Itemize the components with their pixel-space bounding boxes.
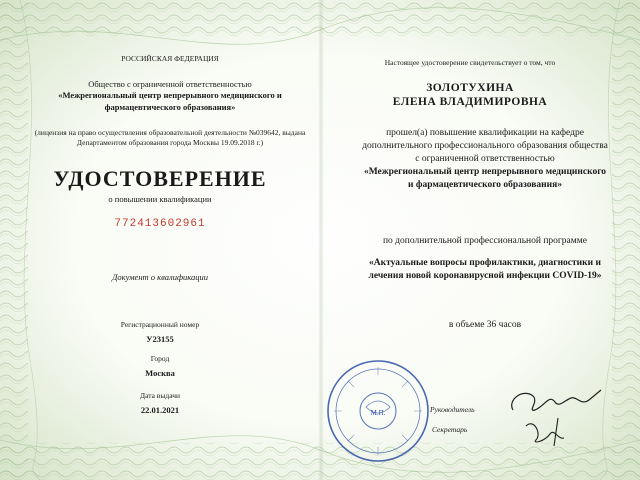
hours-text: в объеме 36 часов [448,320,522,330]
body-line1: прошел(а) повышение квалификации на кафедре [386,128,584,138]
registration-value: У23155 [146,334,174,344]
stamp-center-text: М.П. [370,409,386,417]
holder-given-name: ЕЛЕНА ВЛАДИМИРОВНА [392,96,548,108]
city-value: Москва [145,368,175,378]
body-line2: дополнительного профессионального образования общества [362,141,608,151]
country-label: РОССИЙСКАЯ ФЕДЕРАЦИЯ [121,54,219,63]
license-line1: (лицензия на право осуществления образовательной деятельности №039642, выдана [34,128,306,137]
license-line2: Департаментом образования города Москвы 19.09.2018 г.) [76,138,264,147]
org-name-line1: «Межрегиональный центр непрерывного медицинского и [58,90,282,100]
city-label: Город [150,354,170,363]
program-title-line1: «Актуальные вопросы профилактики, диагностики и [369,258,601,268]
organization-stamp [322,355,434,467]
org-type: Общество с ограниченной ответственностью [88,79,252,89]
date-label: Дата выдачи [139,391,181,400]
program-title-line2: лечения новой коронавирусной инфекции COVID-19» [368,271,602,281]
body-line5: и фармацевтического образования» [408,180,562,190]
body-line3: с ограниченной ответственностью [415,154,555,164]
document-type: Документ о квалификации [111,272,209,282]
holder-surname: ЗОЛОТУХИНА [426,82,514,94]
head-label: Руководитель [430,405,475,414]
registration-label: Регистрационный номер [120,320,200,329]
secretary-signature [520,412,580,448]
program-label: по дополнительной профессиональной программе [382,236,588,246]
secretary-label: Секретарь [432,425,468,434]
document-number: 772413602961 [114,218,206,230]
document-title: УДОСТОВЕРЕНИЕ [53,166,267,191]
body-line4: «Межрегиональный центр непрерывного медицинского [363,167,607,177]
document-subtitle: о повышении квалификации [108,194,212,204]
intro-text: Настоящее удостоверение свидетельствует о том, что [384,58,556,67]
date-value: 22.01.2021 [140,405,180,415]
org-name-line2: фармацевтического образования» [104,102,236,112]
